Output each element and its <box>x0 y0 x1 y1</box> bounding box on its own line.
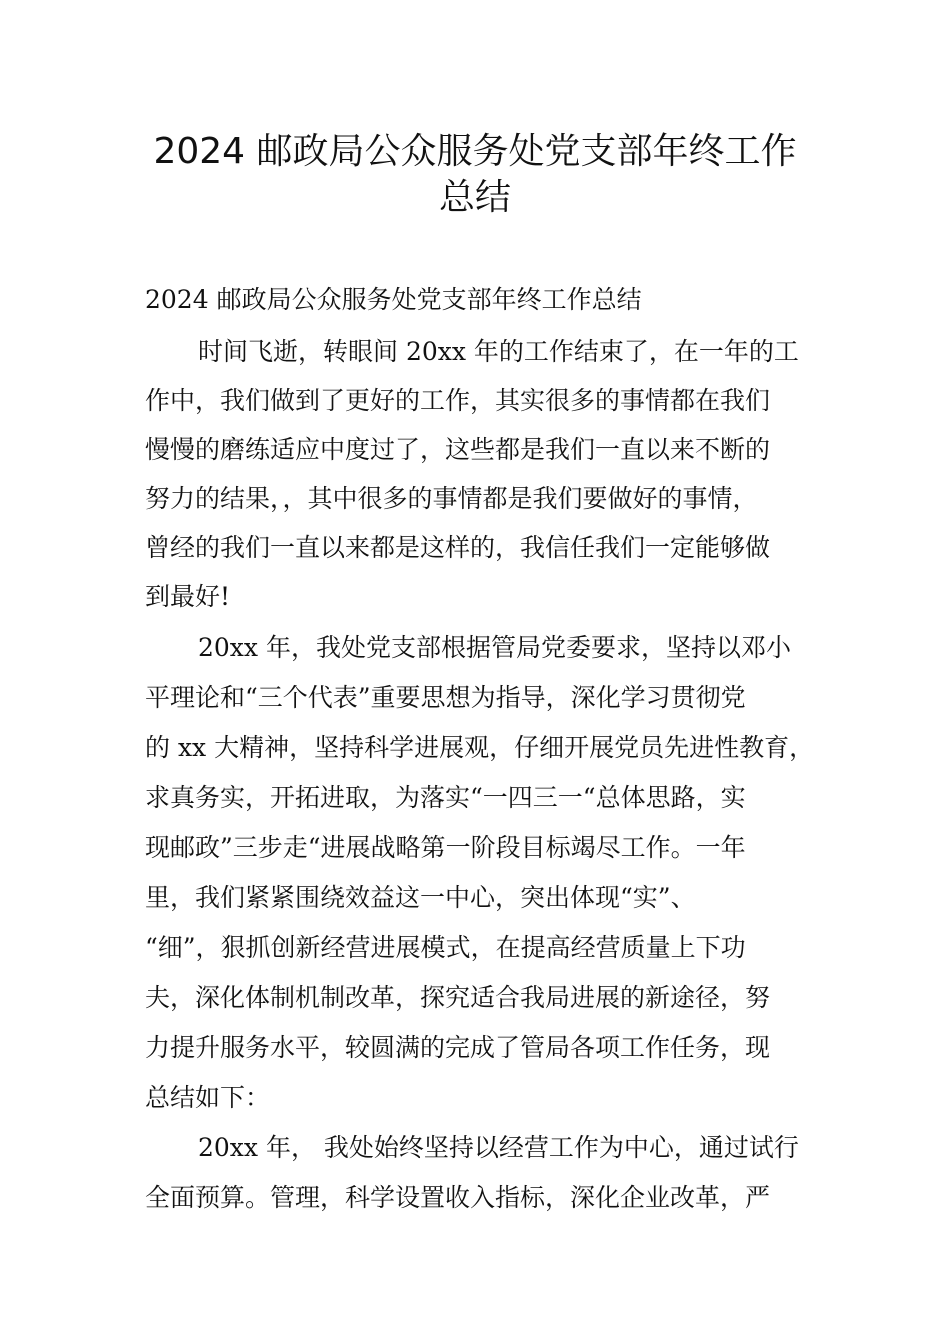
paragraph-2-line-4: 求真务实，开拓进取，为落实“一四三一“总体思路，实 <box>145 783 746 812</box>
paragraph-2-line-8: 夫，深化体制机制改革，探究适合我局进展的新途径，努 <box>145 983 771 1012</box>
paragraph-1-line-5: 曾经的我们一直以来都是这样的，我信任我们一定能够做 <box>145 533 771 562</box>
paragraph-1-line-2: 作中，我们做到了更好的工作，其实很多的事情都在我们 <box>145 386 771 415</box>
paragraph-2-line-9: 力提升服务水平，较圆满的完成了管局各项工作任务，现 <box>145 1033 771 1062</box>
paragraph-2-line-3: 的 xx 大精神，坚持科学进展观，仔细开展党员先进性教育， <box>145 733 815 762</box>
paragraph-2-line-10: 总结如下： <box>145 1083 271 1112</box>
paragraph-3-line-2: 全面预算。管理，科学设置收入指标，深化企业改革，严 <box>145 1183 771 1212</box>
paragraph-2-line-5: 现邮政”三步走“进展战略第一阶段目标竭尽工作。一年 <box>145 833 746 862</box>
paragraph-2-line-1: 20xx 年，我处党支部根据管局党委要求，坚持以邓小 <box>198 633 791 662</box>
paragraph-1-line-3: 慢慢的磨练适应中度过了，这些都是我们一直以来不断的 <box>145 435 771 464</box>
paragraph-2-line-7: “细”，狠抓创新经营进展模式，在提高经营质量上下功 <box>145 933 746 962</box>
document-title-line-1: 2024 邮政局公众服务处党支部年终工作 <box>153 131 797 172</box>
document-subtitle: 2024 邮政局公众服务处党支部年终工作总结 <box>145 285 642 314</box>
paragraph-2-line-6: 里，我们紧紧围绕效益这一中心，突出体现“实”、 <box>145 883 696 912</box>
paragraph-3-line-1: 20xx 年， 我处始终坚持以经营工作为中心，通过试行 <box>198 1133 799 1162</box>
paragraph-1-line-1: 时间飞逝，转眼间 20xx 年的工作结束了，在一年的工 <box>198 337 799 366</box>
document-title-line-2: 总结 <box>438 177 511 218</box>
paragraph-1-line-6: 到最好! <box>145 582 231 611</box>
paragraph-2-line-2: 平理论和“三个代表”重要思想为指导，深化学习贯彻党 <box>145 683 746 712</box>
paragraph-1-line-4: 努力的结果，，其中很多的事情都是我们要做好的事情， <box>145 484 758 513</box>
